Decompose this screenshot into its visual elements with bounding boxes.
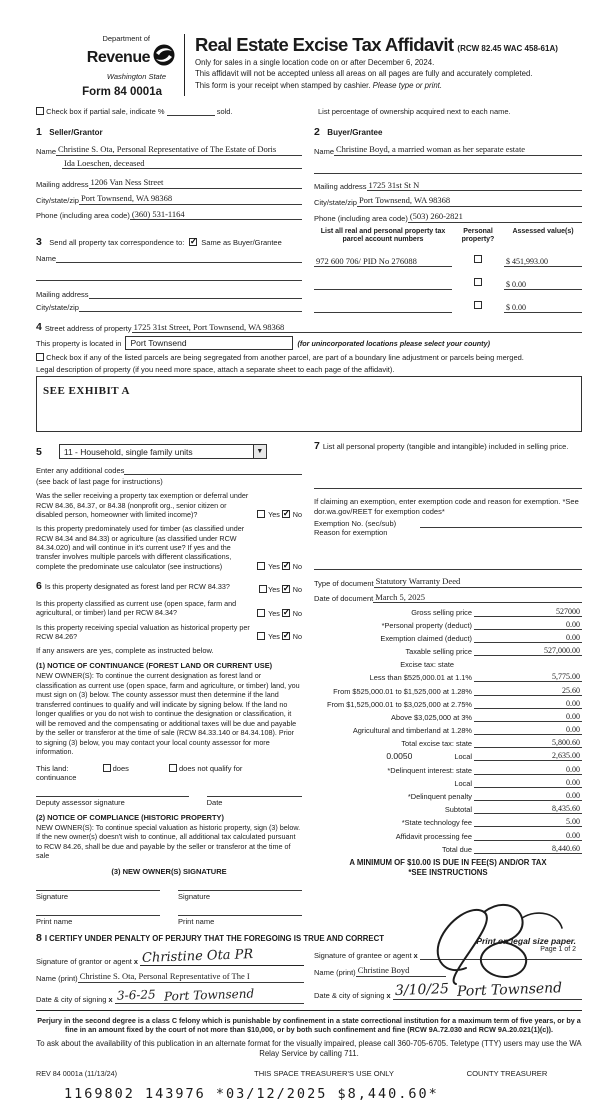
parcel-col1-header: List all real and personal property tax parcel account numbers [320, 227, 446, 243]
partial-sale-checkbox[interactable] [36, 107, 44, 115]
owner-printname-line-1[interactable]: Print name [36, 915, 160, 926]
rcw-code: (RCW 82.45 WAC 458-61A) [457, 44, 558, 53]
treasurer-use-label: THIS SPACE TREASURER'S USE ONLY [254, 1068, 394, 1078]
type-of-document-value: Statutory Warranty Deed [374, 576, 582, 588]
grantor-date-field[interactable] [115, 988, 304, 1004]
seller-name-line2: Ida Loeschen, deceased [62, 158, 302, 170]
tax-row: Taxable selling price 527,000.00 [405, 646, 580, 657]
subtitle-2: This affidavit will not be accepted unless all areas on all pages are fully and accurately completed. [195, 69, 533, 79]
chevron-down-icon[interactable]: ▼ [253, 445, 266, 458]
buyer-section [314, 122, 582, 223]
revenue-swirl-icon [152, 43, 176, 72]
page-title: Real Estate Excise Tax Affidavit [195, 34, 454, 55]
q3-no-checkbox[interactable] [282, 585, 290, 593]
parcel-number: 972 600 706/ PID No 276088 [314, 256, 452, 267]
exemption-no-field[interactable] [420, 519, 582, 528]
owner-signature-line-2[interactable]: Signature [178, 890, 302, 901]
grantee-date-handwriting: 3/10/25 [394, 981, 449, 999]
total-excise-state-value: 5,800.60 [474, 738, 582, 748]
buyer-name-line2[interactable] [314, 165, 582, 174]
personal-property-checkbox-3[interactable] [474, 301, 482, 309]
excise-tax-state-heading: Excise tax: state [400, 660, 454, 670]
seller-city-label: City/state/zip [36, 195, 79, 205]
grantor-date-handwriting: 3-6-25 [116, 986, 156, 1003]
revenue-logo-block [36, 34, 184, 100]
delinquent-interest-local-value: 0.00 [474, 778, 582, 788]
personal-property-checkbox-1[interactable] [474, 255, 482, 263]
parcel-row [314, 249, 582, 267]
assessed-value: $ 0.00 [504, 280, 582, 290]
taxable-selling-price-value: 527,000.00 [474, 646, 582, 656]
tier3-tax-value: 0.00 [474, 699, 582, 709]
street-address-label: Street address of property [44, 324, 132, 334]
timber-agriculture-question: Is this property predominately used for timber (as classified under RCW 84.34 and 84.33) or agriculture (as classified under RCW 84.34.020) and will continue in it's current use? If yes and the transfer involves multiple parcels with different classifications, complete the predominate use calculator (see instructions) Yes ✓ No [36, 524, 302, 571]
parcel-col2-header: Personal property? [461, 227, 495, 243]
print-note [476, 936, 576, 953]
grantor-sig-label: Signature of grantor or agent [36, 956, 132, 966]
section-2-number: 2 [314, 126, 320, 138]
dept-of-label: Department of [102, 34, 150, 43]
minimum-due-note: A MINIMUM OF $10.00 IS DUE IN FEE(S) AND/OR TAX *SEE INSTRUCTIONS [349, 857, 547, 878]
correspondence-mailing-label: Mailing address [36, 290, 89, 300]
parcel-number [314, 303, 452, 313]
correspondence-section [36, 232, 302, 312]
section-3-number: 3 [36, 236, 42, 249]
section-5-number: 5 [36, 445, 42, 458]
q4-no-checkbox[interactable] [282, 609, 290, 617]
grantor-name-print: Christine S. Ota, Personal Representative of The I [78, 971, 304, 983]
seller-section [36, 122, 302, 220]
seller-heading: Seller/Grantor [49, 128, 103, 137]
partial-sale-percent-field[interactable] [167, 107, 215, 116]
correspondence-label: Send all property tax correspondence to: [49, 238, 185, 248]
tax-row: Total due 8,440.60 [442, 843, 580, 854]
notice-compliance-title: (2) NOTICE OF COMPLIANCE (HISTORIC PROPERTY) [36, 812, 224, 822]
exemption-deferral-question: Was the seller receiving a property tax exemption or deferral under RCW 84.36, 84.37, or 84.38 (nonprofit org., senior citizen or disabled person, homeowner with limited income)? Yes ✓ No [36, 491, 302, 519]
q5-yes-checkbox[interactable] [257, 632, 265, 640]
owner-printname-line-2[interactable]: Print name [178, 915, 302, 926]
correspondence-city-label: City/state/zip [36, 303, 79, 313]
q2-yes-checkbox[interactable] [257, 562, 265, 570]
grantee-date-label: Date & city of signing [314, 991, 385, 1001]
grantor-signature-field[interactable] [140, 946, 304, 966]
partial-sale-suffix: sold. [216, 107, 233, 116]
parcel-table [314, 228, 582, 314]
historical-property-question: Is this property receiving special valuation as historical property per RCW 84.26? Yes ✓ No [36, 623, 302, 642]
section-1-number: 1 [36, 126, 42, 138]
certify-statement: I CERTIFY UNDER PENALTY OF PERJURY THAT THE FOREGOING IS TRUE AND CORRECT [44, 933, 385, 943]
page-indicator: Page 1 of 2 [540, 946, 576, 953]
tax-row: *Personal property (deduct) 0.00 [381, 619, 580, 630]
located-in-field[interactable]: Port Townsend [125, 336, 293, 350]
grantee-sig-label: Signature of grantee or agent [314, 951, 412, 961]
buyer-phone-label: Phone (including area code) [314, 213, 408, 223]
exemption-reason-field[interactable] [314, 561, 582, 570]
tax-row: From $525,000.01 to $1,525,000 at 1.28% 25.60 [333, 685, 580, 696]
buyer-mailing-label: Mailing address [314, 182, 367, 192]
grantor-date-label: Date & city of signing [36, 994, 107, 1004]
buyer-city-value: Port Townsend, WA 98368 [357, 195, 582, 207]
parcel-number [314, 280, 452, 290]
deputy-date-line[interactable]: Date [207, 796, 302, 807]
legal-description-value: SEE EXHIBIT A [43, 385, 131, 398]
notice-continuance-body: NEW OWNER(S): To continue the current designation as forest land or classification as current use (open space, farm and agriculture, or timber) land, you must sign on (3) below. The county assessor must then determine if the land transferred continues to qualify and will indicate by signing below. If the land no longer qualifies or you do not wish to continue the designation or classification, it will be removed and the compensating or additional taxes will be due and payable by the seller or transferor at the time of sale (RCW 84.33.140 or 84.34.108). Prior to signing (3) below, you may contact your local county assessor for more information. [36, 671, 300, 757]
tax-row: *Delinquent interest: state 0.00 [387, 764, 580, 775]
parcel-row [314, 295, 582, 313]
type-of-document-label: Type of document [314, 578, 374, 588]
land-use-code-value: 11 - Household, single family units [63, 446, 193, 457]
additional-codes-label: Enter any additional codes [36, 466, 125, 476]
state-technology-fee-value: 5.00 [474, 817, 582, 827]
correspondence-name-label: Name [36, 254, 57, 264]
legal-description-box [36, 376, 582, 432]
forest-land-question: 6 Is this property designated as forest land per RCW 84.33? Yes ✓ No [36, 580, 302, 594]
local-tax-row: 0.0050 Local 2,635.00 [386, 751, 580, 762]
segregated-row [36, 353, 582, 362]
q3-yes-checkbox[interactable] [259, 585, 267, 593]
total-due-value: 8,440.60 [474, 844, 582, 854]
delinquent-penalty-value: 0.00 [474, 791, 582, 801]
assessed-value: $ 0.00 [504, 303, 582, 313]
perjury-statement: Perjury in the second degree is a class C felony which is punishable by confinement in a state correctional institution for a maximum term of five years, or by a fine in an amount fixed by the court of not more than $10,000, or by both such confinement and fine (RCW 9A.72.030 and RCW 9A.20.021(1)(c)). [37, 1015, 581, 1034]
local-tax-value: 2,635.00 [474, 751, 582, 761]
partial-sale-label: Check box if partial sale, indicate % [46, 107, 165, 116]
seller-phone-value: (360) 531-1164 [130, 209, 302, 221]
local-rate: 0.0050 [386, 751, 413, 762]
tax-row: *Delinquent penalty 0.00 [407, 791, 580, 802]
buyer-name-label: Name [314, 146, 335, 156]
notice-compliance-body: NEW OWNER(S): To continue special valuation as historic property, sign (3) below. If the new owner(s) doesn't wish to continue, all additional tax calculated pursuant to RCW 84.26, shall be due and payable by the seller or transferor at the time of sale [36, 822, 301, 861]
rev-form-code: REV 84 0001a (11/13/24) [36, 1068, 117, 1078]
grantee-city-handwriting: Port Townsend [456, 980, 563, 1000]
exemption-no-label: Exemption No. (sec/sub) [314, 519, 397, 529]
tax-row: From $1,525,000.01 to $3,025,000 at 2.75% 0.00 [326, 698, 580, 709]
section-8-number: 8 [36, 931, 42, 944]
personal-property-checkbox-2[interactable] [474, 278, 482, 286]
grantor-signature-block: Signature of grantor or agent x Christine Ota PR Name (print) Christine S. Ota, Personal Representative of The I Date & city of signing x 3-6-25 Port Townsend [36, 944, 314, 1004]
segregated-checkbox[interactable] [36, 353, 44, 361]
delinquent-interest-state-value: 0.00 [474, 765, 582, 775]
same-as-buyer-checkbox[interactable] [189, 238, 197, 246]
form-header [36, 34, 582, 100]
correspondence-name-field[interactable] [56, 254, 302, 263]
tax-row: Total excise tax: state 5,800.60 [401, 738, 580, 749]
print-on-legal-note: Print on legal size paper. [476, 936, 576, 946]
located-in-note: (for unincorporated locations please select your county) [297, 338, 490, 348]
seller-city-value: Port Townsend, WA 98368 [79, 193, 302, 205]
owner-printname-row [36, 915, 302, 926]
personal-property-field[interactable] [314, 480, 582, 489]
grantee-name-label: Name (print) [314, 967, 356, 977]
segregated-label: Check box if any of the listed parcels are being segregated from another parcel, are part of a boundary line adjustment or parcels being merged. [46, 353, 524, 363]
buyer-heading: Buyer/Grantee [327, 128, 383, 137]
section-4-number: 4 [36, 321, 42, 334]
subtotal-value: 8,435.60 [474, 804, 582, 814]
seller-phone-label: Phone (including area code) [36, 211, 130, 221]
tax-row: *State technology fee 5.00 [401, 817, 580, 828]
property-section [36, 321, 582, 432]
section-5-row [36, 444, 302, 459]
current-use-question: Is this property classified as current use (open space, farm and agricultural, or timber) land per RCW 84.34? Yes ✓ No [36, 599, 302, 618]
grantee-name-print: Christine Boyd [356, 965, 446, 977]
form-number: Form 84 0001a [82, 86, 162, 98]
located-in-label: This property is located in [36, 338, 122, 348]
grantor-city-handwriting: Port Townsend [163, 986, 255, 1004]
tax-row: Exemption claimed (deduct) 0.00 [380, 632, 580, 643]
grantor-name-label: Name (print) [36, 973, 78, 983]
date-of-document-label: Date of document [314, 594, 374, 604]
date-of-document-value: March 5, 2025 [373, 592, 582, 604]
assessed-value: $ 451,993.00 [504, 257, 582, 267]
tax-row: Agricultural and timberland at 1.28% 0.00 [352, 725, 580, 736]
grantee-signature-block: Signature of grantee or agent x Name (print) Christine Boyd Date & city of signing x 3/10/25 Port Townsend [314, 944, 582, 1004]
seller-name-label: Name [36, 146, 57, 156]
buyer-city-label: City/state/zip [314, 197, 357, 207]
tax-row: Affidavit processing fee 0.00 [395, 830, 580, 841]
land-use-code-dropdown[interactable] [59, 444, 267, 459]
tax-row: Less than $525,000.01 at 1.1% 5,775.00 [369, 672, 580, 683]
parcel-row [314, 272, 582, 290]
top-row [36, 107, 582, 116]
q1-yes-checkbox[interactable] [257, 510, 265, 518]
q4-yes-checkbox[interactable] [257, 609, 265, 617]
codes-note: (see back of last page for instructions) [36, 477, 163, 487]
tax-row: Local 0.00 [454, 777, 580, 788]
q5-no-checkbox[interactable] [282, 632, 290, 640]
legal-description-label: Legal description of property (if you need more space, attach a separate sheet to each page of the affidavit). [36, 365, 395, 375]
gross-selling-price-value: 527000 [474, 607, 582, 617]
exemption-note: If claiming an exemption, enter exemption code and reason for exemption. *See dor.wa.gov/REET for exemption codes* [314, 496, 579, 517]
grantee-date-field[interactable] [393, 982, 582, 1001]
does-not-checkbox[interactable] [169, 764, 177, 772]
q1-no-checkbox[interactable] [282, 510, 290, 518]
grantor-signature-handwriting: Christine Ota PR [141, 946, 254, 966]
county-treasurer-label: COUNTY TREASURER [466, 1068, 548, 1078]
if-yes-note: If any answers are yes, complete as instructed below. [36, 646, 214, 656]
exemption-claimed-value: 0.00 [474, 633, 582, 643]
subtitle-1: Only for sales in a single location code on or after December 6, 2024. [195, 57, 435, 67]
continuance-label: continuance [36, 772, 77, 782]
washington-state-label: Washington State [106, 72, 166, 81]
does-checkbox[interactable] [103, 764, 111, 772]
tier1-tax-value: 5,775.00 [474, 672, 582, 682]
correspondence-mailing-field[interactable] [89, 290, 302, 299]
parcel-col3-header: Assessed value(s) [512, 227, 574, 235]
tier4-tax-value: 0.00 [474, 712, 582, 722]
treasurer-receipt-stamp: 1169802 143976 *03/12/2025 $8,440.60* [64, 1085, 439, 1102]
correspondence-city-field[interactable] [79, 303, 302, 312]
partial-sale-row [36, 107, 300, 116]
buyer-phone-value: (503) 260-2821 [408, 211, 582, 223]
buyer-mailing-value: 1725 31st St N [367, 180, 582, 192]
q2-no-checkbox[interactable] [282, 562, 290, 570]
ownership-note: List percentage of ownership acquired next to each name. [318, 107, 511, 116]
affidavit-processing-fee-value: 0.00 [474, 831, 582, 841]
buyer-name-value: Christine Boyd, a married woman as her separate estate [334, 144, 582, 156]
seller-name-line1: Christine S. Ota, Personal Representative of The Estate of Doris [56, 144, 302, 156]
accessibility-statement: To ask about the availability of this publication in an alternate format for the visually impaired, please call 360-705-6705. Teletype (TTY) users may use the WA Relay Service by calling 711. [36, 1039, 582, 1059]
deputy-assessor-signature-line[interactable]: Deputy assessor signature [36, 796, 189, 807]
footer-row [36, 1069, 582, 1078]
new-owners-signature-title: (3) NEW OWNER(S) SIGNATURE [111, 866, 227, 876]
title-block [184, 34, 558, 96]
same-as-buyer-label: Same as Buyer/Grantee [201, 238, 282, 248]
correspondence-blank-line[interactable] [36, 272, 302, 281]
owner-signature-line-1[interactable]: Signature [36, 890, 160, 901]
revenue-wordmark: Revenue [86, 48, 150, 66]
seller-mailing-value: 1206 Van Ness Street [89, 177, 302, 189]
subtitle-3: This form is your receipt when stamped by cashier. Please type or print. [195, 80, 443, 90]
deputy-assessor-row [36, 796, 302, 807]
seller-mailing-label: Mailing address [36, 179, 89, 189]
notice-continuance-title: (1) NOTICE OF CONTINUANCE (FOREST LAND OR CURRENT USE) [36, 661, 273, 671]
reason-for-exemption-label: Reason for exemption [314, 528, 388, 538]
personal-property-section: 7 List all personal property (tangible and intangible) included in selling price. [314, 440, 569, 453]
tax-row: Above $3,025,000 at 3% 0.00 [391, 711, 580, 722]
tax-row: Gross selling price 527000 [411, 606, 580, 617]
this-land-row: This land: does does not qualify for [36, 763, 243, 773]
additional-codes-field[interactable] [124, 466, 302, 475]
agricultural-tax-value: 0.00 [474, 725, 582, 735]
personal-property-deduct-value: 0.00 [474, 620, 582, 630]
street-address-value: 1725 31st Street, Port Townsend, WA 98368 [132, 322, 582, 334]
owner-signature-row [36, 890, 302, 901]
tier2-tax-value: 25.60 [474, 686, 582, 696]
tax-row: Subtotal 8,435.60 [444, 804, 580, 815]
